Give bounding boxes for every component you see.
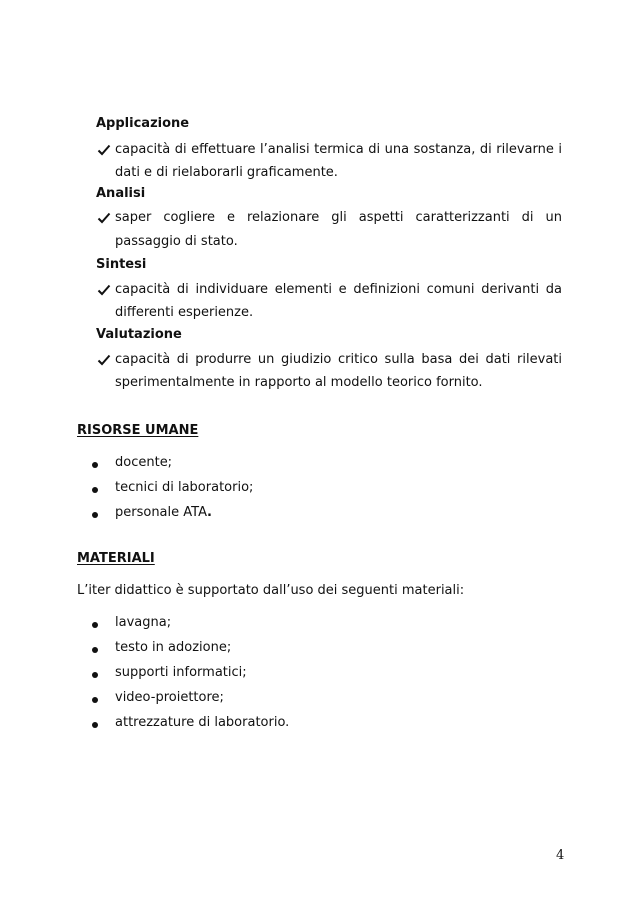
objective-text-line: sperimentalmente in rapporto al modello teorico fornito. [115, 375, 483, 390]
bullet-icon [92, 697, 98, 703]
objective-text-line: passaggio di stato. [115, 234, 238, 249]
risorse-umane-title: RISORSE UMANE [77, 423, 199, 438]
objective-heading: Applicazione [96, 116, 190, 131]
objective-text-line: capacità di effettuare l’analisi termica di una sostanza, di rilevarne i [115, 142, 562, 157]
bullet-icon [92, 462, 98, 468]
checkmark-icon [97, 143, 111, 157]
bullet-icon [92, 672, 98, 678]
list-item-text: attrezzature di laboratorio. [115, 715, 290, 730]
objective-text-line: differenti esperienze. [115, 305, 254, 320]
bullet-icon [92, 647, 98, 653]
objective-text-line: dati e di rielaborarli graficamente. [115, 165, 338, 180]
checkmark-icon [97, 283, 111, 297]
bullet-icon [92, 487, 98, 493]
checkmark-icon [97, 211, 111, 225]
list-item-text: tecnici di laboratorio; [115, 480, 254, 495]
objective-heading: Analisi [96, 186, 146, 201]
objective-heading: Sintesi [96, 257, 147, 272]
list-item-text: video-proiettore; [115, 690, 224, 705]
page-number: 4 [556, 848, 565, 863]
list-item-text: docente; [115, 455, 173, 470]
bullet-icon [92, 622, 98, 628]
bullet-icon [92, 512, 98, 518]
materiali-intro: L’iter didattico è supportato dall’uso dei seguenti materiali: [77, 583, 465, 598]
bullet-icon [92, 722, 98, 728]
objective-text-line: capacità di individuare elementi e definizioni comuni derivanti da [115, 282, 562, 297]
checkmark-icon [97, 353, 111, 367]
list-item-text: supporti informatici; [115, 665, 247, 680]
objective-text-line: capacità di produrre un giudizio critico sulla basa dei dati rilevati [115, 352, 562, 367]
list-item-suffix: . [206, 505, 212, 520]
list-item-text-wrap [115, 505, 212, 520]
objective-heading: Valutazione [96, 327, 182, 342]
list-item-text: lavagna; [115, 615, 172, 630]
materiali-title: MATERIALI [77, 551, 155, 566]
objective-text-line: saper cogliere e relazionare gli aspetti caratterizzanti di un [115, 210, 562, 225]
list-item-text: personale ATA [115, 505, 207, 520]
list-item-text: testo in adozione; [115, 640, 232, 655]
